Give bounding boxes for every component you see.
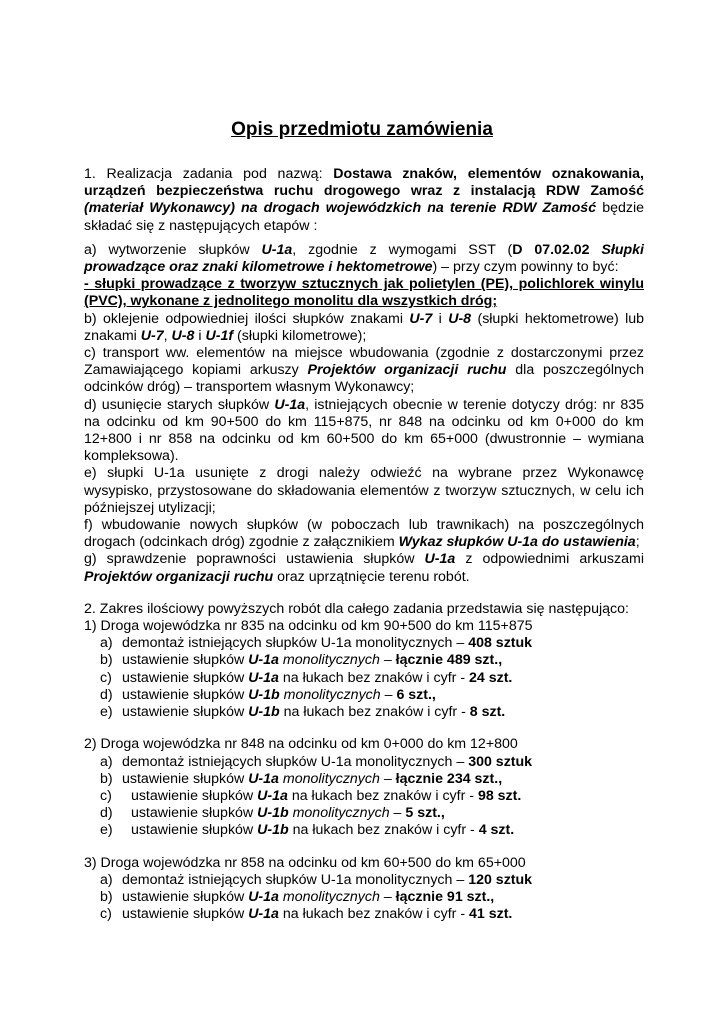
list-item [84, 822, 644, 839]
c-bi1: Projektów organizacji ruchu [307, 362, 507, 379]
list-marker: a) [100, 635, 113, 652]
a-bi2: Słupki prowadzące oraz znaki kilometrowe i hektometrowe [84, 241, 644, 276]
item-c [84, 345, 644, 397]
item-text-2: na łukach bez znaków i cyfr - [288, 822, 479, 839]
item-quantity: 41 szt. [469, 906, 513, 923]
item-code: U-1a [248, 906, 279, 923]
item-code: U-1a [248, 669, 279, 686]
g-bi1: U-1a [424, 551, 456, 568]
item-text-2: na łukach bez znaków i cyfr - [279, 704, 470, 721]
item-text-2: na łukach bez znaków i cyfr - [278, 906, 469, 923]
f-t2: ; [635, 534, 640, 551]
list-item [84, 635, 644, 652]
item-text-2: – [379, 770, 396, 787]
list-marker: b) [100, 888, 113, 905]
item-e [84, 465, 644, 517]
a-t1: a) wytworzenie słupków [84, 241, 262, 258]
item-quantity: 6 szt., [396, 686, 436, 703]
c-t2: dla poszczególnych odcinków dróg) – transportem własnym Wykonawcy; [84, 362, 644, 396]
road-block [84, 840, 644, 924]
item-text: demontaż istniejących słupków U-1a monolitycznych – [122, 635, 469, 652]
document-body [84, 166, 644, 923]
item-quantity: 98 szt. [477, 787, 522, 804]
item-code: U-1b [257, 822, 289, 839]
b-t1: b) oklejenie odpowiedniej ilości słupków znakami [84, 310, 410, 327]
b-bi5: U-1f [205, 327, 234, 344]
b-t2: i [432, 310, 449, 327]
item-code: U-1b [248, 686, 280, 703]
g-t1: g) sprawdzenie poprawności ustawienia słupków [84, 551, 425, 568]
item-text-2: – [379, 888, 396, 905]
roads-list [84, 618, 644, 923]
d-bi1: U-1a [274, 396, 306, 413]
item-d [84, 397, 644, 466]
list-item [84, 754, 644, 771]
list-marker: d) [100, 686, 113, 703]
item-quantity: 408 sztuk [468, 635, 533, 652]
item-text-2: na łukach bez znaków i cyfr - [287, 787, 478, 804]
item-code: U-1a [248, 888, 279, 905]
item-f [84, 517, 644, 551]
item-text-2: – [380, 686, 397, 703]
list-item [84, 872, 644, 889]
item-quantity: 8 szt. [469, 704, 506, 721]
d-t1: d) usunięcie starych słupków [84, 396, 275, 413]
b-t3: (słupki hektometrowe) lub znakami [84, 310, 644, 344]
a-t3: ) – przy czym powinny to być: [432, 259, 619, 276]
item-italic: monolitycznych [278, 888, 380, 905]
f-t1: f) wbudowanie nowych słupków (w poboczach lub trawnikach) na poszczególnych drogach (odcinkach dróg) zgodnie z załącznikiem [84, 517, 644, 551]
list-marker: c) [100, 906, 112, 923]
a-bi1: U-1a [261, 241, 293, 258]
item-code: U-1a [257, 787, 288, 804]
item-quantity: łącznie 91 szt., [395, 888, 495, 905]
item-text: ustawienie słupków [122, 686, 249, 703]
list-item [84, 771, 644, 788]
list-item [84, 670, 644, 687]
list-marker: c) [100, 787, 112, 804]
p1-bold: Dostawa znaków, elementów oznakowania, urządzeń bezpieczeństwa ruchu drogowego wraz z instalacją RDW Zamość [84, 166, 644, 200]
list-marker: a) [100, 753, 113, 770]
item-italic: monolitycznych [288, 805, 390, 822]
item-text: ustawienie słupków [127, 805, 258, 822]
g-t2: z odpowiednimi arkuszami [455, 551, 644, 568]
item-quantity: łącznie 234 szt., [395, 770, 503, 787]
b-bi1: U-7 [409, 310, 433, 327]
b-bi2: U-8 [448, 310, 472, 327]
item-text: ustawienie słupków [122, 704, 249, 721]
item-quantity: 300 sztuk [468, 753, 533, 770]
list-item [84, 704, 644, 721]
item-italic: monolitycznych [278, 652, 380, 669]
item-text: demontaż istniejących słupków U-1a monolitycznych – [122, 871, 469, 888]
item-quantity: 4 szt. [478, 822, 515, 839]
list-marker: d) [100, 805, 113, 822]
list-item [84, 906, 644, 923]
list-marker: e) [100, 822, 113, 839]
list-item [84, 687, 644, 704]
list-item [84, 788, 644, 805]
item-text: ustawienie słupków [122, 770, 249, 787]
list-marker: b) [100, 770, 113, 787]
road-heading: 3) Droga wojewódzka nr 858 na odcinku od km 60+500 do km 65+000 [84, 854, 526, 871]
p1-rest: będzie składać się z następujących etapów : [84, 200, 644, 234]
item-quantity: 24 szt. [469, 669, 513, 686]
item-g [84, 551, 644, 585]
item-text: ustawienie słupków [122, 652, 249, 669]
b-t6: (słupki kilometrowe); [233, 327, 367, 344]
c-t1: c) transport ww. elementów na miejsce wbudowania (zgodnie z dostarczonymi przez Zamawiającego kopiami arkuszy [84, 345, 644, 379]
item-code: U-1b [248, 704, 280, 721]
item-text: demontaż istniejących słupków U-1a monolitycznych – [122, 753, 469, 770]
paragraph-2: 2. Zakres ilościowy powyższych robót dla całego zadania przedstawia się następująco: [84, 600, 629, 617]
page-title: Opis przedmiotu zamówienia [231, 119, 493, 140]
item-text-2: na łukach bez znaków i cyfr - [278, 669, 469, 686]
list-item [84, 889, 644, 906]
item-text: ustawienie słupków [127, 822, 258, 839]
g-t3: oraz uprzątnięcie terenu robót. [273, 568, 470, 585]
item-text: ustawienie słupków [127, 787, 258, 804]
road-heading: 1) Droga wojewódzka nr 835 na odcinku od km 90+500 do km 115+875 [84, 618, 533, 635]
a-b1: D 07.02.02 [512, 241, 602, 258]
b-t5: i [194, 327, 206, 344]
item-text: ustawienie słupków [122, 669, 249, 686]
f-bi1: Wykaz słupków U-1a do ustawienia [398, 534, 636, 551]
item-quantity: 120 sztuk [468, 871, 533, 888]
a-t2: , zgodnie z wymogami SST ( [292, 241, 513, 258]
item-b [84, 311, 644, 345]
item-italic: monolitycznych [278, 770, 380, 787]
g-bi2: Projektów organizacji ruchu [84, 568, 274, 585]
e-t1: e) słupki U-1a usunięte z drogi należy odwieźć na wybrane przez Wykonawcę wysypisko, przystosowane do składowania elementów z tworzyw sztucznych, w celu ich późniejszej utylizacji; [84, 465, 644, 516]
item-quantity: 5 szt., [405, 805, 445, 822]
item-text: ustawienie słupków [122, 906, 249, 923]
road-heading: 2) Droga wojewódzka nr 848 na odcinku od km 0+000 do km 12+800 [84, 736, 518, 753]
item-quantity: łącznie 489 szt., [395, 652, 503, 669]
list-item [84, 805, 644, 822]
item-code: U-1a [248, 770, 279, 787]
paragraph-1 [84, 166, 644, 235]
p1-bold-italic: (materiał Wykonawcy) na drogach wojewódzkich na terenie RDW Zamość [84, 200, 597, 217]
item-italic: monolitycznych [279, 686, 381, 703]
list-marker: e) [100, 704, 113, 721]
item-text-2: – [379, 652, 396, 669]
list-marker: b) [100, 652, 113, 669]
item-code: U-1b [257, 805, 289, 822]
list-item [84, 652, 644, 669]
d-t2: , istniejących obecnie w terenie dotyczy dróg: nr 835 na odcinku od km 90+500 do km 115+875, nr 848 na odcinku od km 0+000 do km 12+800 i nr 858 na odcinku od km 60+500 do km 65+000 (dwustronnie – wymiana kompleksowa). [84, 396, 645, 465]
item-a [84, 242, 644, 276]
b-bi3: U-7 [140, 327, 164, 344]
item-text: ustawienie słupków [122, 888, 249, 905]
list-marker: a) [100, 871, 113, 888]
p1-text: 1. Realizacja zadania pod nazwą: [84, 166, 334, 182]
road-block [84, 618, 644, 721]
b-bi4: U-8 [171, 327, 195, 344]
list-marker: c) [100, 669, 112, 686]
item-code: U-1a [248, 652, 279, 669]
b-t4: , [163, 327, 172, 344]
road-block [84, 721, 644, 839]
item-a-requirement: - słupki prowadzące z tworzyw sztucznych jak polietylen (PE), polichlorek winylu (PVC), wykonane z jednolitego monolitu dla wszystkich dróg; [84, 276, 644, 310]
item-text-2: – [389, 805, 406, 822]
